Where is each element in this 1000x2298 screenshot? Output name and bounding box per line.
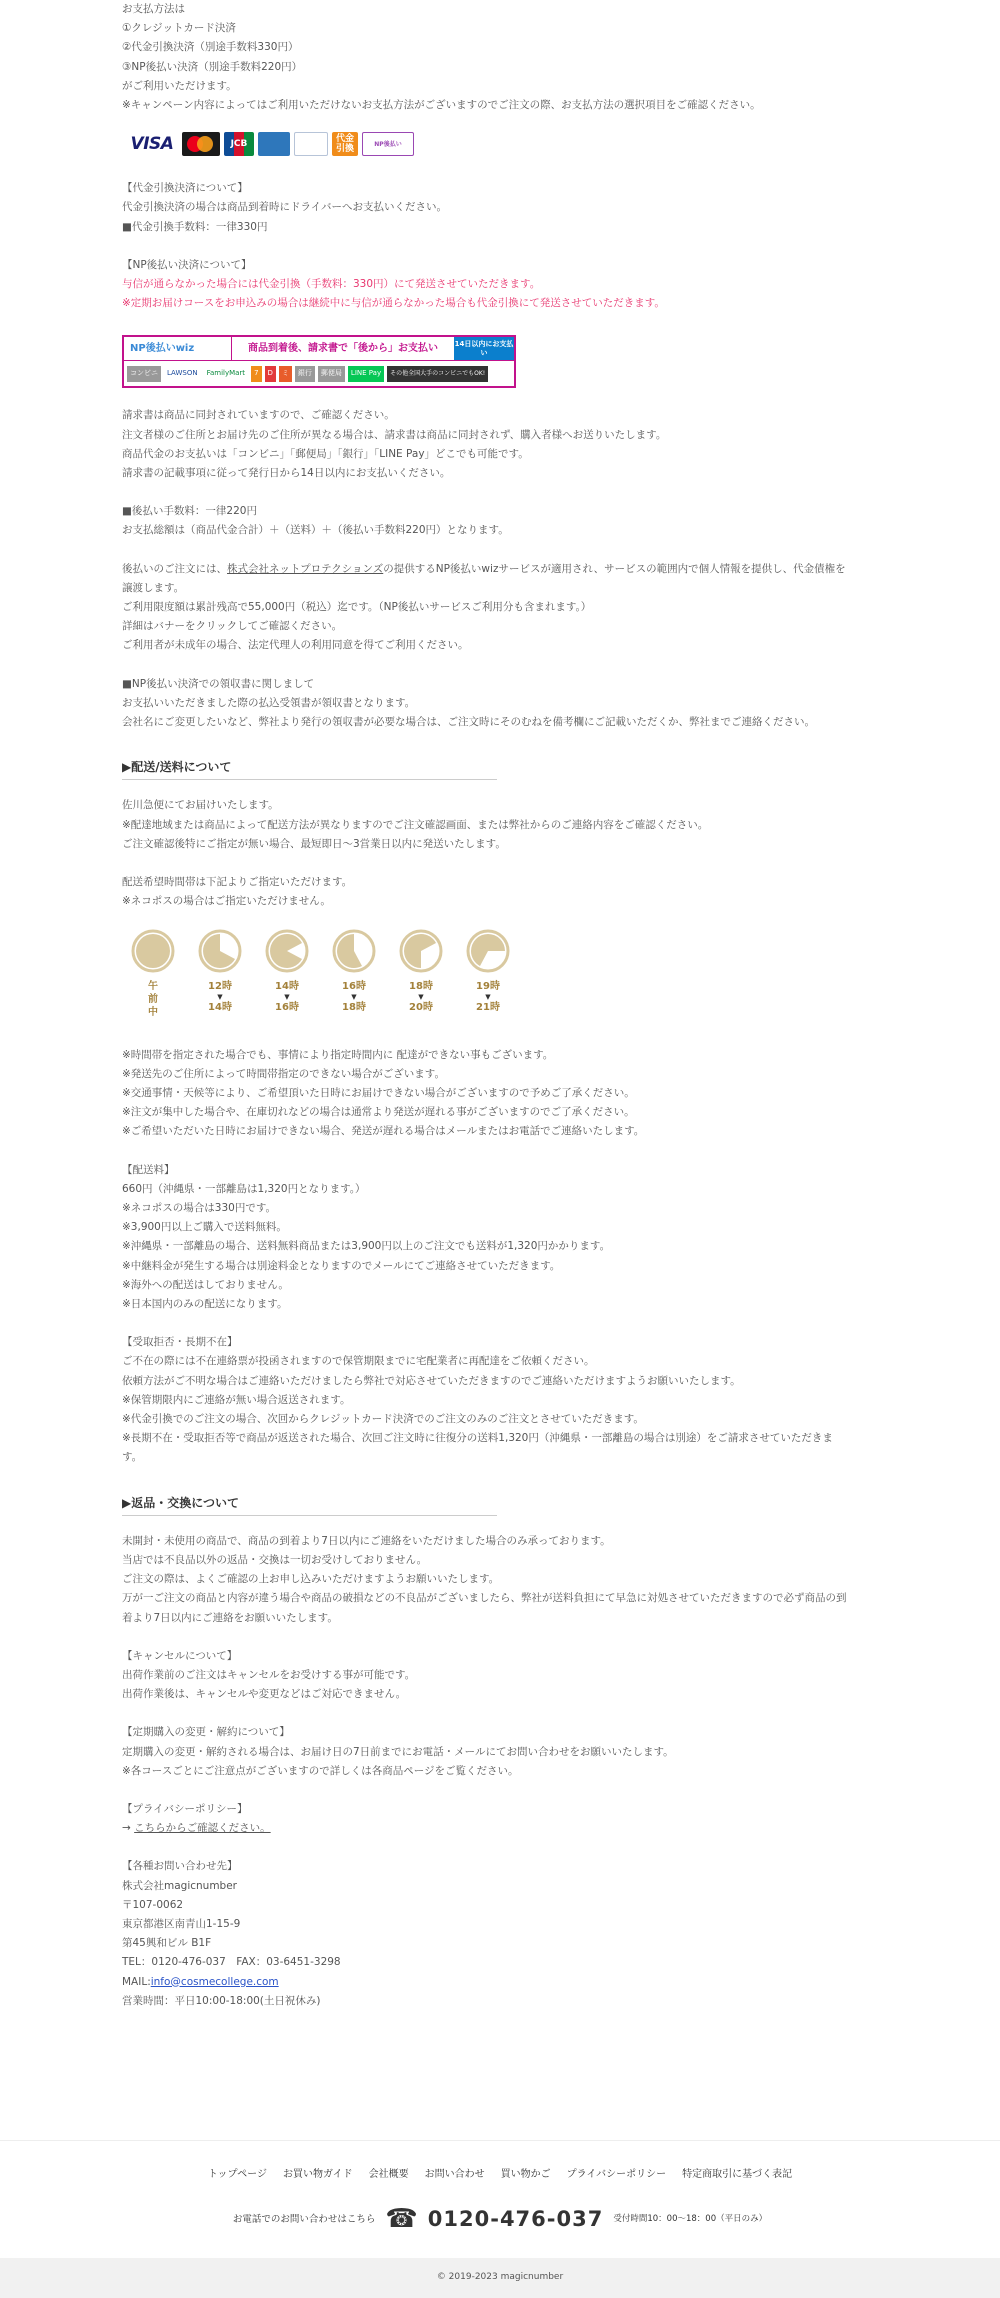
np-logo: NP後払い: [362, 132, 414, 156]
contact-line: 〒107-0062: [122, 1898, 184, 1911]
shipping-line: ※配達地域または商品によって配送方法が異なりますのでご注文確認画面、または弊社からのご連絡内容をご確認ください。: [122, 818, 709, 831]
shipping-line: 佐川急便にてお届けいたします。: [122, 799, 279, 812]
phone-label: お電話でのお問い合わせはこちら: [232, 2213, 376, 2225]
absent-line: ※長期不在・受取拒否等で商品が返送された場合、次回ご注文時に往復分の送料1,320円（沖縄県・一部離島の場合は別途）をご請求させていただきま: [122, 1432, 833, 1445]
time-slot-19-21: [465, 928, 511, 1034]
arrow-down-icon: ▼: [217, 992, 223, 1001]
time-from: 12時: [208, 980, 232, 992]
shipping-note: ※交通事情・天候等により、ご希望頂いた日時にお届けできない場合がございますので予めご了承ください。: [122, 1086, 635, 1099]
returns-line: 万が一ご注文の商品と内容が違う場合や商品の破損などの不良品がございましたら、弊社が送料負担にて早急に対処させていただきますので必ず商品の到: [122, 1592, 847, 1605]
np-text: の提供するNP後払いwizサービスが適用され、サービスの範囲内で個人情報を提供し、代金債権を: [383, 562, 846, 575]
np-text: 後払いのご注文には、: [122, 562, 227, 575]
privacy-arrow: →: [122, 1822, 135, 1835]
np-chip: コンビニ: [127, 366, 161, 382]
np-line: ■NP後払い決済での領収書に関しまして: [122, 677, 315, 690]
np-line: 請求書は商品に同封されていますので、ご確認ください。: [122, 409, 395, 422]
payment-line: ②代金引換決済（別途手数料330円）: [122, 41, 299, 54]
time-to: 18時: [342, 1001, 366, 1013]
amex-logo: [258, 132, 290, 156]
time-to: 21時: [476, 1001, 500, 1013]
np-chip: FamilyMart: [204, 366, 248, 382]
arrow-down-icon: ▼: [485, 992, 491, 1001]
mail-link[interactable]: info@cosmecollege.com: [150, 1975, 279, 1988]
clock-icon: [264, 928, 310, 974]
np-line: 請求書の記載事項に従って発行日から14日以内にお支払いください。: [122, 467, 451, 480]
footer-link-company[interactable]: 会社概要: [368, 2169, 409, 2180]
np-chip: D: [265, 366, 276, 382]
contact-line: 株式会社magicnumber: [122, 1879, 237, 1892]
payment-section: [122, 0, 882, 161]
np-line: 譲渡します。: [122, 581, 185, 594]
np-heading: 【NP後払い決済について】: [122, 258, 252, 271]
payment-line: ※キャンペーン内容によってはご利用いただけないお支払方法がございますのでご注文の際、お支払方法の選択項目をご確認ください。: [122, 99, 761, 112]
fee-line: ※ネコポスの場合は330円です。: [122, 1201, 276, 1214]
time-slot-12-14: [197, 928, 243, 1034]
np-chip: ミ: [279, 366, 292, 382]
absent-line: 依頼方法がご不明な場合はご連絡いただけましたら弊社で対応させていただきますのでご連絡いただけますようお願いいたします。: [122, 1374, 741, 1387]
time-slot-morning: [130, 928, 176, 1034]
np-banner-badge: 14日以内にお支払い: [454, 337, 514, 360]
shipping-note: ※発送先のご住所によって時間帯指定のできない場合がございます。: [122, 1067, 445, 1080]
fee-line: ※中継料金が発生する場合は別途料金となりますのでメールにてご連絡させていただきます。: [122, 1259, 561, 1272]
phone-hours: 受付時間10：00〜18：00（平日のみ）: [613, 2213, 768, 2224]
footer-link-top[interactable]: トップページ: [207, 2169, 267, 2180]
footer-link-privacy[interactable]: プライバシーポリシー: [566, 2169, 667, 2180]
np-chip: LAWSON: [164, 366, 201, 382]
np-line: 商品代金のお支払いは「コンビニ」「郵便局」「銀行」「LINE Pay」どこでも可能です。: [122, 447, 529, 460]
phone-number[interactable]: 0120-476-037: [427, 2206, 604, 2231]
np-chip: その他全国大手のコンビニでもOK!: [387, 366, 488, 382]
clock-icon: [130, 928, 176, 974]
np-line: ■後払い手数料：一律220円: [122, 505, 257, 518]
privacy-link[interactable]: こちらからご確認ください。: [134, 1822, 271, 1835]
footer-nav: [0, 2165, 1000, 2184]
footer-link-law[interactable]: 特定商取引に基づく表記: [682, 2169, 793, 2180]
arrow-down-icon: ▼: [351, 992, 357, 1001]
footer-link-cart[interactable]: 買い物かご: [500, 2169, 551, 2180]
np-warning: 与信が通らなかった場合には代金引換（手数料：330円）にて発送させていただきます。: [122, 278, 541, 291]
shipping-note: ※注文が集中した場合や、在庫切れなどの場合は通常より発送が遅れる事がございますのでご了承ください。: [122, 1106, 635, 1119]
visa-logo: VISA: [130, 133, 174, 154]
cod-heading: 【代金引換決済について】: [122, 182, 248, 195]
absent-line: ※保管期限内にご連絡が無い場合返送されます。: [122, 1393, 351, 1406]
subscription-line: 定期購入の変更・解約される場合は、お届け日の7日前までにお電話・メールにてお問い合わせをお願いいたします。: [122, 1745, 674, 1758]
payment-line: ③NP後払い決済（別途手数料220円）: [122, 60, 303, 73]
subscription-line: ※各コースごとにご注意点がございますので詳しくは各商品ページをご覧ください。: [122, 1764, 519, 1777]
fee-line: ※日本国内のみの配送になります。: [122, 1297, 288, 1310]
cancel-line: 出荷作業後は、キャンセルや変更などはご対応できません。: [122, 1688, 407, 1701]
shipping-title: ▶配送/送料について: [122, 758, 497, 780]
returns-line: 未開封・未使用の商品で、商品の到着より7日以内にご連絡をいただけました場合のみ承っております。: [122, 1534, 611, 1547]
arrow-down-icon: ▼: [284, 992, 290, 1001]
fee-line: ※沖縄県・一部離島の場合、送料無料商品または3,900円以上のご注文でも送料が1,320円かかります。: [122, 1240, 611, 1253]
payment-card-logos: [126, 127, 882, 161]
absent-line: す。: [122, 1451, 143, 1464]
np-line: お支払総額は（商品代金合計）＋（送料）＋（後払い手数料220円）となります。: [122, 524, 509, 537]
phone-icon: ☎: [385, 2204, 418, 2235]
time-slot-14-16: [264, 928, 310, 1034]
netprotections-link[interactable]: 株式会社ネットプロテクションズ: [227, 562, 384, 575]
subscription-heading: 【定期購入の変更・解約について】: [122, 1726, 290, 1739]
mail-label: MAIL:: [122, 1975, 151, 1988]
shipping-line: 配送希望時間帯は下記よりご指定いただけます。: [122, 876, 353, 889]
np-line: お支払いいただきました際の払込受領書が領収書となります。: [122, 696, 416, 709]
np-chip: 銀行: [295, 366, 315, 382]
np-line: ご利用限度額は累計残高で55,000円（税込）迄です。（NP後払いサービスご利用分も含まれます。）: [122, 601, 592, 614]
time-to: 20時: [409, 1001, 433, 1013]
contact-mail-line: [122, 1973, 882, 1992]
returns-line: 当店では不良品以外の返品・交換は一切お受けしておりません。: [122, 1553, 428, 1566]
fee-line: 660円（沖縄県・一部離島は1,320円となります。）: [122, 1182, 366, 1195]
payment-line: がご利用いただけます。: [122, 79, 237, 92]
time-to: 16時: [275, 1001, 299, 1013]
np-line: 詳細はバナーをクリックしてご確認ください。: [122, 620, 343, 633]
np-section: [122, 256, 882, 732]
np-banner-logo: NP後払いwiz: [124, 337, 232, 360]
footer-link-guide[interactable]: お買い物ガイド: [282, 2169, 353, 2180]
main-content: [122, 0, 882, 2011]
np-line: 注文者様のご住所とお届け先のご住所が異なる場合は、請求書は商品に同封されず、購入者様へお送りいたします。: [122, 428, 667, 441]
copyright: © 2019-2023 magicnumber: [0, 2258, 1000, 2298]
delivery-time-slots: [130, 928, 882, 1034]
footer: [0, 2140, 1000, 2235]
time-to: 14時: [208, 1001, 232, 1013]
time-from: 18時: [409, 980, 433, 992]
fee-line: ※3,900円以上ご購入で送料無料。: [122, 1221, 287, 1234]
arrow-down-icon: ▼: [418, 992, 424, 1001]
absent-heading: 【受取拒否・長期不在】: [122, 1336, 238, 1349]
jcb-logo: JCB: [224, 132, 254, 156]
privacy-line: [122, 1819, 882, 1838]
np-banner[interactable]: [122, 335, 516, 388]
np-line: 会社名にご変更したいなど、弊社より発行の領収書が必要な場合は、ご注文時にそのむねを備考欄にご記載いただくか、弊社までご連絡ください。: [122, 716, 815, 729]
shipping-line: ご注文確認後特にご指定が無い場合、最短即日〜3営業日以内に発送いたします。: [122, 837, 506, 850]
absent-line: ご不在の際には不在連絡票が投函されますので保管期限までに宅配業者に再配達をご依頼ください。: [122, 1355, 595, 1368]
privacy-heading: 【プライバシーポリシー】: [122, 1803, 248, 1815]
mastercard-logo: [182, 132, 220, 156]
time-slot-label: 午前中: [148, 980, 158, 1018]
business-hours: 営業時間：平日10:00-18:00(土日祝休み): [122, 1994, 321, 2007]
time-slot-18-20: [398, 928, 444, 1034]
cod-logo: 代金引換: [332, 132, 358, 156]
time-from: 19時: [476, 980, 500, 992]
np-warning: ※定期お届けコースをお申込みの場合は継続中に与信が通らなかった場合も代金引換にて発送させていただきます。: [122, 297, 665, 310]
clock-icon: [398, 928, 444, 974]
absent-line: ※代金引換でのご注文の場合、次回からクレジットカード決済でのご注文のみのご注文とさせていただきます。: [122, 1412, 644, 1425]
clock-icon: [197, 928, 243, 974]
diners-logo: [294, 132, 328, 156]
shipping-note: ※時間帯を指定された場合でも、事情により指定時間内に 配達ができない事もございます。: [122, 1048, 554, 1061]
fee-heading: 【配送料】: [122, 1163, 175, 1176]
payment-line: お支払方法は: [122, 3, 185, 15]
footer-phone: [0, 2204, 1000, 2235]
np-chip: 郵便局: [318, 366, 345, 382]
contact-line: 第45興和ビル B1F: [122, 1937, 212, 1950]
cancel-heading: 【キャンセルについて】: [122, 1649, 238, 1662]
contact-heading: 【各種お問い合わせ先】: [122, 1860, 238, 1873]
clock-icon: [465, 928, 511, 974]
contact-line: TEL：0120-476-037 FAX：03-6451-3298: [122, 1956, 341, 1969]
time-slot-16-18: [331, 928, 377, 1034]
cancel-line: 出荷作業前のご注文はキャンセルをお受けする事が可能です。: [122, 1668, 416, 1681]
fee-line: ※海外への配送はしておりません。: [122, 1278, 289, 1291]
shipping-line: ※ネコポスの場合はご指定いただけません。: [122, 895, 331, 908]
payment-line: ①クレジットカード決済: [122, 22, 236, 35]
returns-line: ご注文の際は、よくご確認の上お申し込みいただけますようお願いいたします。: [122, 1573, 500, 1586]
cod-line: ■代金引換手数料：一律330円: [122, 220, 268, 233]
footer-link-contact[interactable]: お問い合わせ: [424, 2169, 485, 2180]
shipping-note: ※ご希望いただいた日時にお届けできない場合、発送が遅れる場合はメールまたはお電話でご連絡いたします。: [122, 1125, 645, 1138]
cod-section: [122, 179, 882, 237]
time-from: 16時: [342, 980, 366, 992]
clock-icon: [331, 928, 377, 974]
returns-line: 着より7日以内にご連絡をお願いいたします。: [122, 1611, 338, 1624]
time-from: 14時: [275, 980, 299, 992]
returns-title: ▶返品・交換について: [122, 1494, 497, 1516]
np-chip: LINE Pay: [348, 366, 384, 382]
cod-line: 代金引換決済の場合は商品到着時にドライバーへお支払いください。: [122, 201, 447, 214]
contact-line: 東京都港区南青山1-15-9: [122, 1918, 241, 1931]
np-line: [122, 560, 882, 579]
np-line: ご利用者が未成年の場合、法定代理人の利用同意を得てご利用ください。: [122, 639, 469, 652]
np-chip: 7: [251, 366, 261, 382]
np-banner-title: 商品到着後、請求書で「後から」お支払い: [248, 343, 438, 355]
